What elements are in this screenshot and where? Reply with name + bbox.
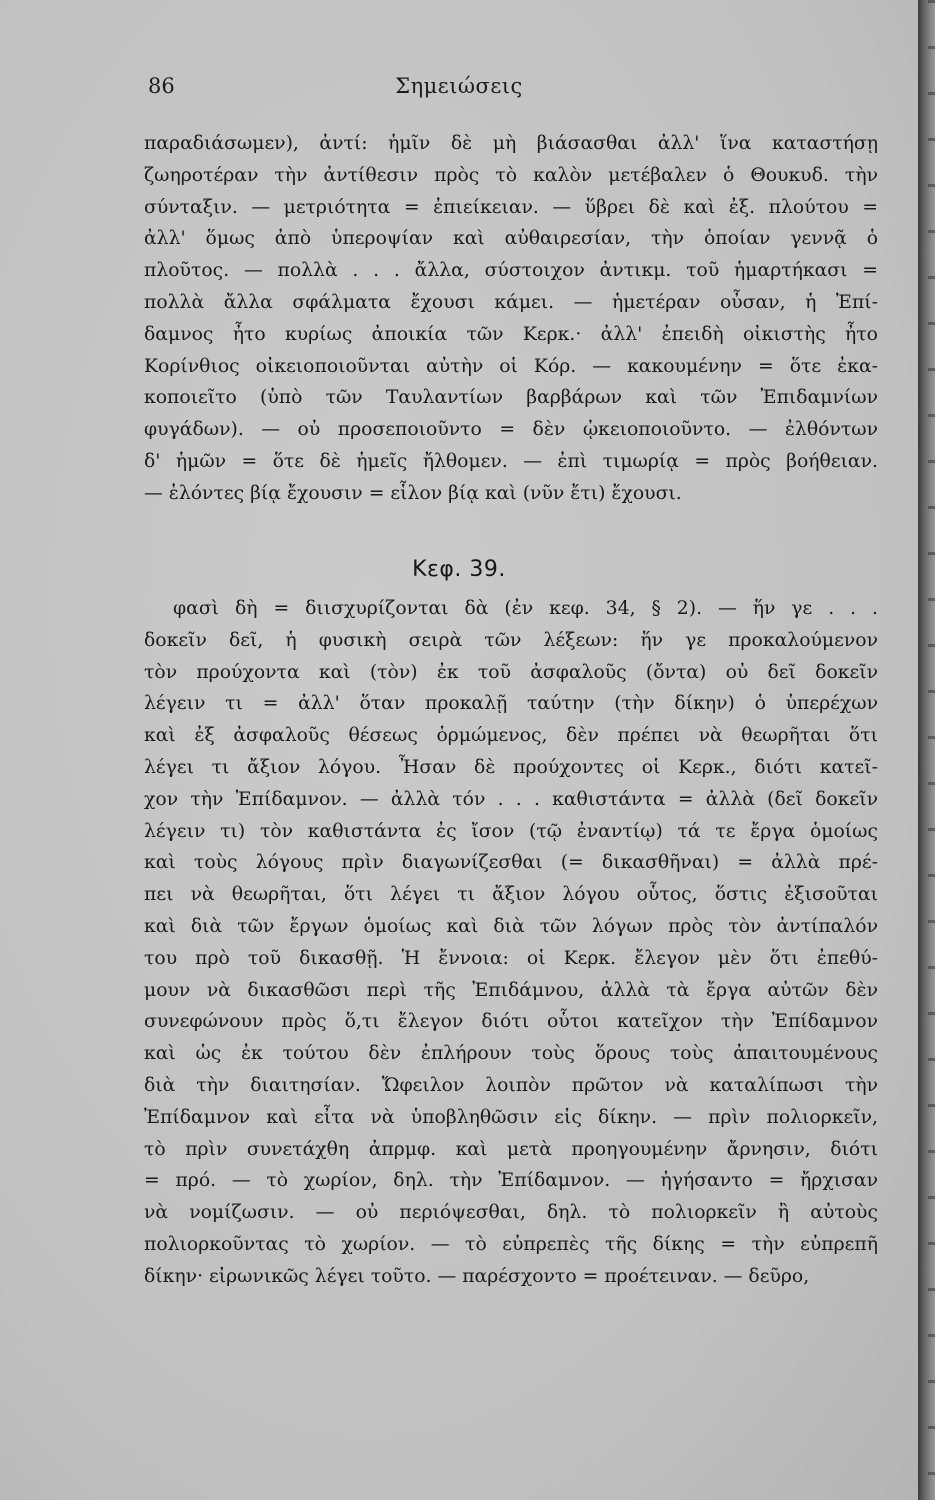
text-line: δ' ἡμῶν = ὅτε δὲ ἡμεῖς ἤλθομεν. — ἐπὶ τιμωρίᾳ = πρὸς βοήθειαν. bbox=[144, 450, 878, 472]
text-line: πολιορκοῦντας τὸ χωρίον. — τὸ εὐπρεπὲς τῆς δίκης = τὴν εὐπρεπῆ bbox=[144, 1233, 878, 1255]
text-line: λέγειν τι) τὸν καθιστάντα ἐς ἴσον (τῷ ἐναντίῳ) τά τε ἔργα ὁμοίως bbox=[144, 820, 878, 842]
text-line: διὰ τὴν διαιτησίαν. Ὤφειλον λοιπὸν πρῶτον νὰ καταλίπωσι τὴν bbox=[144, 1074, 878, 1096]
text-line: νὰ νομίζωσιν. — οὐ περιόψεσθαι, δηλ. τὸ πολιορκεῖν ἢ αὐτοὺς bbox=[144, 1202, 878, 1224]
text-line: τὸ πρὶν συνετάχθη ἀπρμφ. καὶ μετὰ προηγουμένην ἄρνησιν, διότι bbox=[144, 1138, 878, 1160]
chapter-heading: Κεφ. 39. bbox=[412, 557, 506, 582]
notes-block-2 bbox=[144, 593, 878, 1293]
text-line: φυγάδων). — οὐ προσεποιοῦντο = δὲν ᾠκειοποιοῦντο. — ἐλθόντων bbox=[144, 419, 878, 441]
notes-block-1 bbox=[144, 128, 878, 510]
text-line: καὶ τοὺς λόγους πρὶν διαγωνίζεσθαι (= δικασθῆναι) = ἀλλὰ πρέ- bbox=[144, 852, 878, 874]
text-line: Κορίνθιος οἰκειοποιοῦνται αὐτὴν οἱ Κόρ. — κακουμένην = ὅτε ἐκα- bbox=[144, 355, 878, 377]
text-line: πλοῦτος. — πολλὰ . . . ἄλλα, σύστοιχον ἀντικμ. τοῦ ἡμαρτήκασι = bbox=[144, 260, 878, 282]
text-line: πολλὰ ἄλλα σφάλματα ἔχουσι κάμει. — ἡμετέραν οὖσαν, ἡ Ἐπί- bbox=[144, 291, 878, 313]
page-number: 86 bbox=[148, 74, 175, 98]
running-header bbox=[0, 74, 918, 104]
text-line: συνεφώνουν πρὸς ὅ,τι ἔλεγον διότι οὗτοι κατεῖχον τὴν Ἐπίδαμνον bbox=[144, 1011, 878, 1033]
text-line: μουν νὰ δικασθῶσι περὶ τῆς Ἐπιδάμνου, ἀλλὰ τὰ ἔργα αὐτῶν δὲν bbox=[144, 979, 878, 1001]
text-line: τὸν προύχοντα καὶ (τὸν) ἐκ τοῦ ἀσφαλοῦς (ὄντα) οὐ δεῖ δοκεῖν bbox=[144, 661, 878, 683]
text-line: φασὶ δὴ = διισχυρίζονται δὰ (ἐν κεφ. 34, § 2). — ἥν γε . . . bbox=[173, 598, 878, 619]
text-line: λέγειν τι = ἀλλ' ὅταν προκαλῇ ταύτην (τὴν δίκην) ὁ ὑπερέχων bbox=[144, 693, 878, 715]
text-line: χον τὴν Ἐπίδαμνον. — ἀλλὰ τόν . . . καθιστάντα = ἀλλὰ (δεῖ δοκεῖν bbox=[144, 788, 878, 810]
text-line: καὶ διὰ τῶν ἔργων ὁμοίως καὶ διὰ τῶν λόγων πρὸς τὸν ἀντίπαλόν bbox=[144, 915, 878, 937]
text-line: Ἐπίδαμνον καὶ εἶτα νὰ ὑποβληθῶσιν εἰς δίκην. — πρὶν πολιορκεῖν, bbox=[144, 1106, 878, 1128]
text-line: καὶ ὡς ἐκ τούτου δὲν ἐπλήρουν τοὺς ὅρους τοὺς ἀπαιτουμένους bbox=[144, 1043, 878, 1065]
text-line: σύνταξιν. — μετριότητα = ἐπιείκειαν. — ὕβρει δὲ καὶ ἐξ. πλούτου = bbox=[144, 196, 878, 218]
running-title: Σημειώσεις bbox=[395, 74, 523, 98]
text-line: = πρό. — τὸ χωρίον, δηλ. τὴν Ἐπίδαμνον. — ἡγήσαντο = ἤρχισαν bbox=[144, 1170, 878, 1192]
text-line: — ἑλόντες βίᾳ ἔχουσιν = εἷλον βίᾳ καὶ (νῦν ἔτι) ἔχουσι. bbox=[144, 482, 682, 504]
text-line: παραδιάσωμεν), ἀντί: ἡμῖν δὲ μὴ βιάσασθαι ἀλλ' ἵνα καταστήσῃ bbox=[144, 133, 878, 154]
text-line: δοκεῖν δεῖ, ἡ φυσικὴ σειρὰ τῶν λέξεων: ἥν γε προκαλούμενον bbox=[144, 629, 878, 651]
text-line: του πρὸ τοῦ δικασθῇ. Ἡ ἔννοια: οἱ Κερκ. ἔλεγον μὲν ὅτι ἐπεθύ- bbox=[144, 947, 878, 969]
text-line: δίκην· εἰρωνικῶς λέγει τοῦτο. — παρέσχοντο = προέτειναν. — δεῦρο, bbox=[144, 1265, 810, 1287]
text-line: πει νὰ θεωρῆται, ὅτι λέγει τι ἄξιον λόγου οὗτος, ὅστις ἐξισοῦται bbox=[144, 884, 878, 906]
text-line: ζωηροτέραν τὴν ἀντίθεσιν πρὸς τὸ καλὸν μετέβαλεν ὁ Θουκυδ. τὴν bbox=[144, 164, 878, 186]
text-line: κοποιεῖτο (ὑπὸ τῶν Ταυλαντίων βαρβάρων καὶ τῶν Ἐπιδαμνίων bbox=[144, 387, 878, 409]
text-line: λέγει τι ἄξιον λόγου. Ἦσαν δὲ προύχοντες οἱ Κερκ., διότι κατεῖ- bbox=[144, 756, 878, 778]
text-line: δαμνος ἦτο κυρίως ἀποικία τῶν Κερκ.· ἀλλ' ἐπειδὴ οἰκιστὴς ἦτο bbox=[144, 323, 878, 345]
text-line: καὶ ἐξ ἀσφαλοῦς θέσεως ὁρμώμενος, δὲν πρέπει νὰ θεωρῆται ὅτι bbox=[144, 725, 878, 747]
adjacent-page-edge bbox=[928, 0, 935, 1500]
text-line: ἀλλ' ὅμως ἀπὸ ὑπεροψίαν καὶ αὐθαιρεσίαν, τὴν ὁποίαν γεννᾷ ὁ bbox=[144, 228, 878, 250]
